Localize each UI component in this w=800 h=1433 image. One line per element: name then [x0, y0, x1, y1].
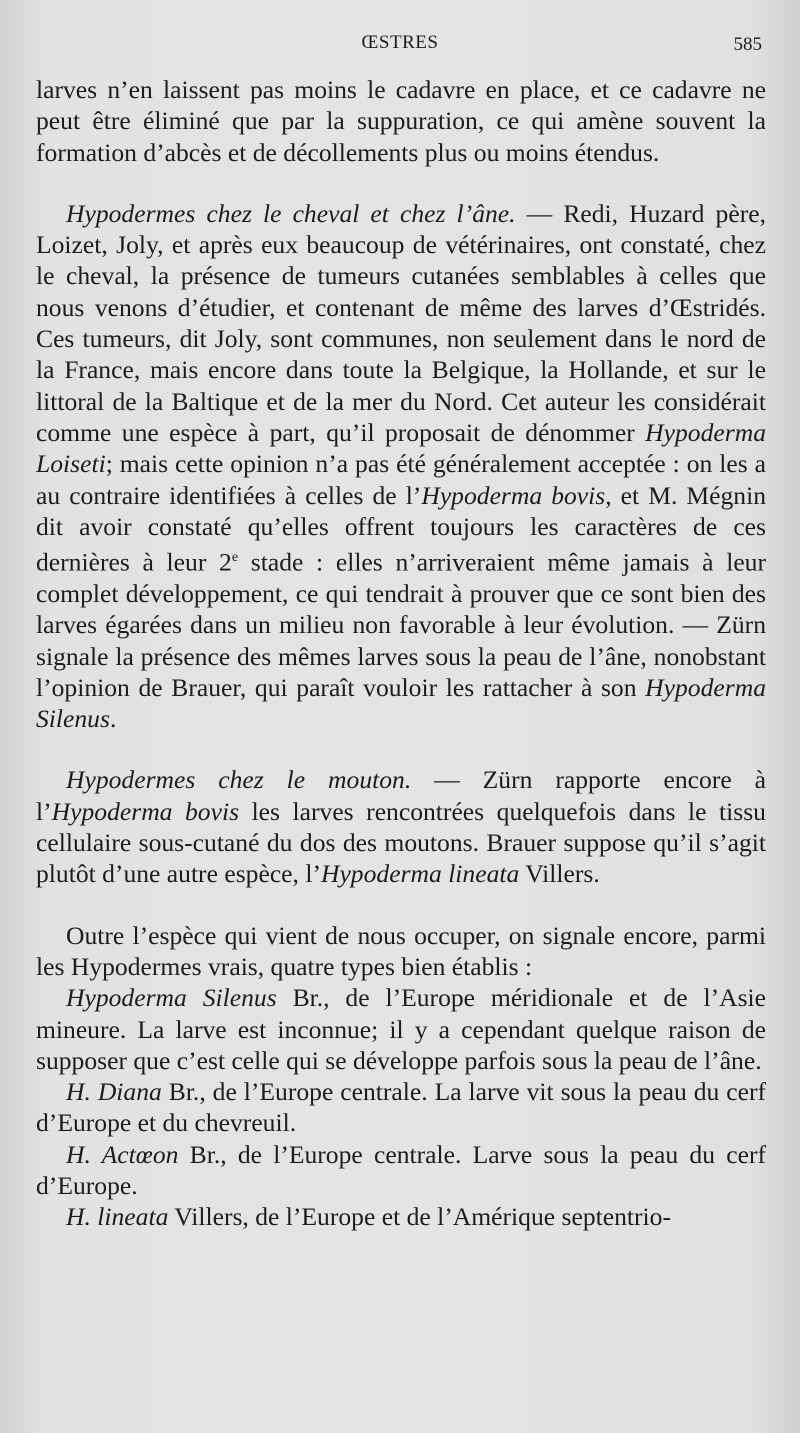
section-heading-cheval: Hypodermes chez le cheval et chez l’âne. — [66, 198, 516, 228]
entry-silenus: Hypoderma Silenus Br., de l’Europe méridionale et de l’Asie mineure. La larve est inconnue; il y a cependant quelque raison de supposer que c’est celle qui se développe parfois sous la peau de l’âne. — [36, 983, 767, 1075]
paragraph-cheval: Hypodermes chez le cheval et chez l’âne. — Redi, Huzard père, Loizet, Joly, et après eux beaucoup de vétérinaires, ont constaté, chez le cheval, la présence de tumeurs cutanées semblables à celles que nous venons d’étudier, et contenant de même des larves d’Œstridés. Ces tumeurs, dit Joly, sont communes, non seulement dans le nord de la France, mais encore dans toute la Belgique, la Hollande, et sur le littoral de la Baltique et de la mer du Nord. Cet auteur les considérait comme une espèce à part, qu’il proposait de dénommer Hypoderma Loiseti; mais cette opinion n’a pas été généralement acceptée : on les a au contraire identifiées à celles de l’Hypoderma bovis, et M. Mégnin dit avoir constaté qu’elles offrent toujours les caractères de ces dernières à leur 2e stade : elles n’arriveraient même jamais à leur complet développement, ce qui tendrait à prouver que ce sont bien des larves égarées dans un milieu non favorable à leur évolution. — Zürn signale la présence des mêmes larves sous la peau de l’âne, nonobstant l’opinion de Brauer, qui paraît vouloir les rattacher à son Hypoderma Silenus. — [36, 198, 767, 734]
running-head — [0, 32, 800, 62]
running-title: ŒSTRES — [361, 32, 439, 53]
paragraph-continued: larves n’en laissent pas moins le cadavre en place, et ce cadavre ne peut être éliminé que par la suppuration, ce qui amène souvent la formation d’abcès et de décollements plus ou moins étendus. — [36, 75, 766, 167]
entry-diana: H. Diana Br., de l’Europe centrale. La larve vit sous la peau du cerf d’Europe et du chevreuil. — [36, 1077, 766, 1138]
entry-actaeon: H. Actœon Br., de l’Europe centrale. Larve sous la peau du cerf d’Europe. — [36, 1139, 767, 1201]
page-body — [36, 74, 766, 1233]
entry-lineata: H. lineata Villers, de l’Europe et de l’Amérique septentrio- — [66, 1202, 671, 1232]
page-number: 585 — [733, 34, 762, 55]
paragraph-mouton: Hypodermes chez le mouton. — Zürn rapporte encore à l’Hypoderma bovis les larves rencontrées quelquefois dans le tissu cellulaire sous-cutané du dos des moutons. Brauer suppose qu’il s’agit plutôt d’une autre espèce, l’Hypoderma lineata Villers. — [36, 765, 766, 889]
section-heading-mouton: Hypodermes chez le mouton. — [66, 765, 412, 795]
paragraph-types: Outre l’espèce qui vient de nous occuper, on signale encore, parmi les Hypodermes vrais, quatre types bien établis : — [36, 920, 766, 981]
